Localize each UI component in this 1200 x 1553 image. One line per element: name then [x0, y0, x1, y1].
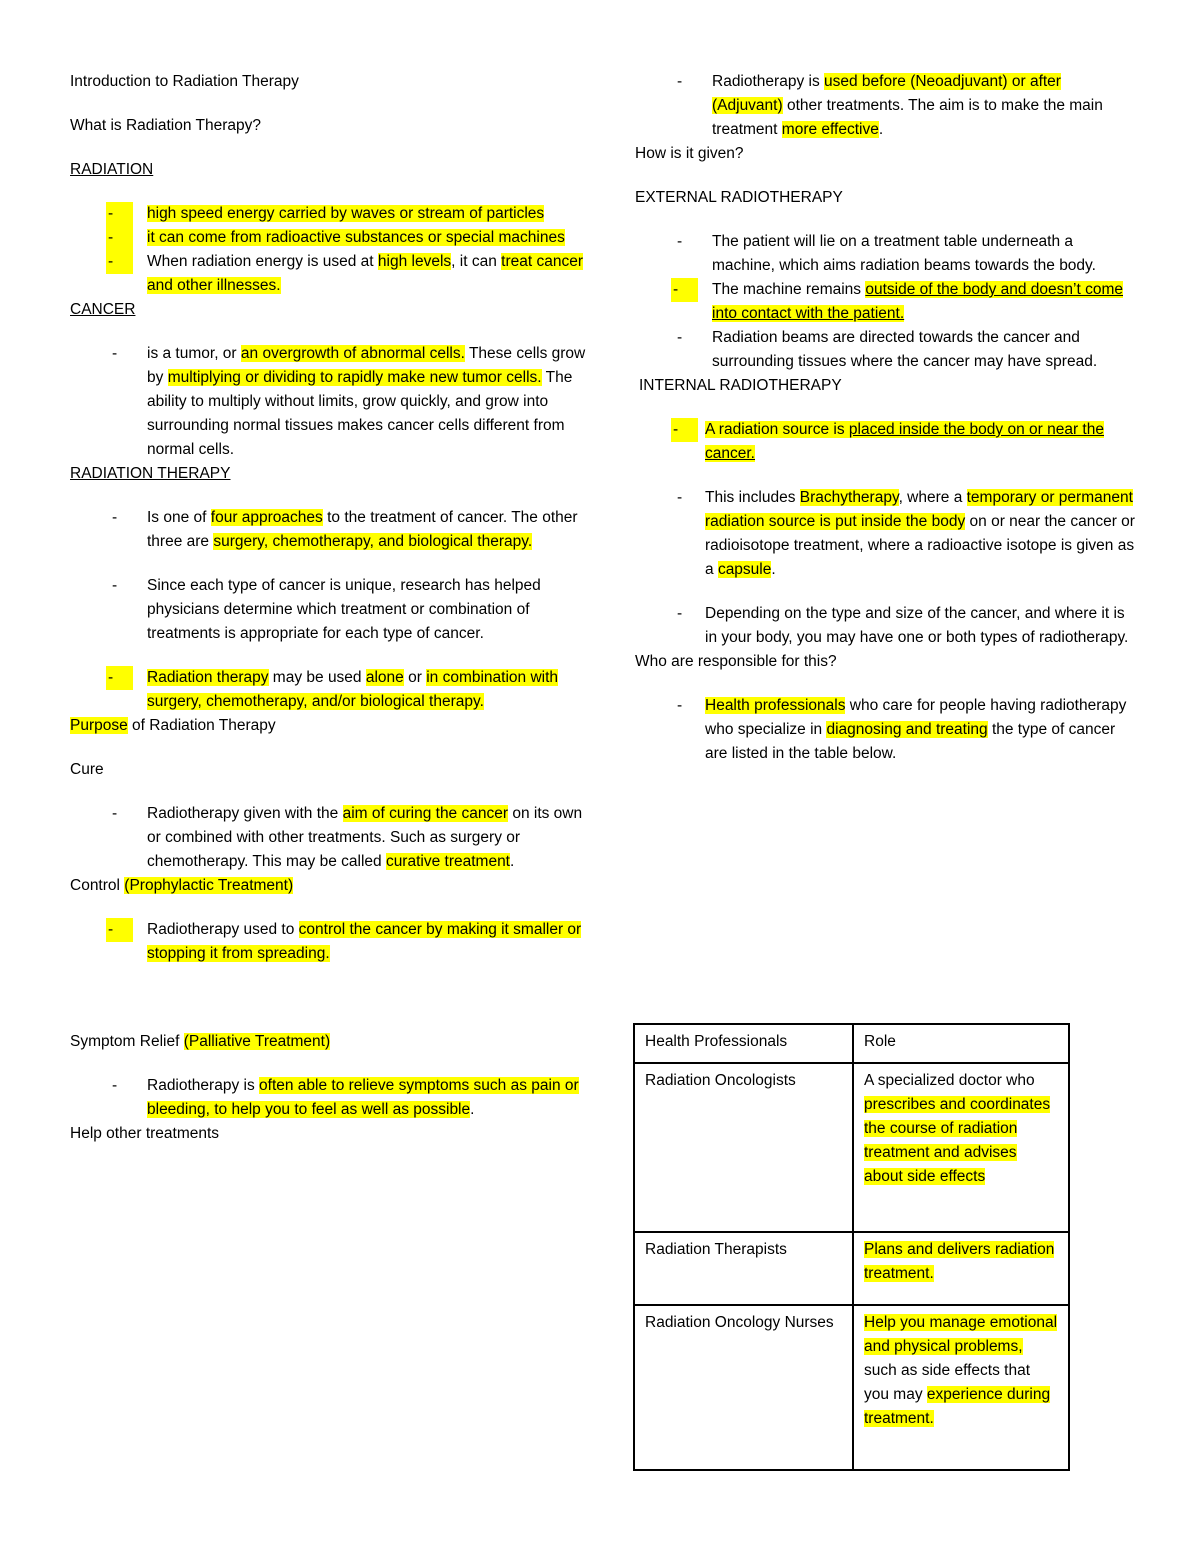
therapy-list: [70, 506, 590, 714]
internal-heading: INTERNAL RADIOTHERAPY: [639, 377, 842, 394]
list-item: - Radiotherapy used to control the cancer by making it smaller or stopping it from spreading.: [70, 918, 590, 966]
list-item: - it can come from radioactive substances or special machines: [70, 226, 590, 250]
list-item: - Is one of four approaches to the treatment of cancer. The other three are surgery, chemotherapy, and biological therapy.: [112, 509, 578, 550]
external-list: [635, 230, 1135, 374]
list-item: - Radiotherapy is often able to relieve symptoms such as pain or bleeding, to help you to feel as well as possible.: [112, 1077, 579, 1118]
cancer-list: [70, 342, 590, 462]
list-item: - Radiation beams are directed towards the cancer and surrounding tissues where the cancer may have spread.: [677, 329, 1098, 370]
relief-list: [70, 1074, 590, 1122]
responsible-list: [635, 694, 1135, 766]
radiation-heading: RADIATION: [70, 161, 154, 178]
table-header-cell: Health Professionals: [634, 1024, 853, 1063]
right-column: [635, 70, 1135, 766]
list-item: - The patient will lie on a treatment table underneath a machine, which aims radiation beams towards the body.: [677, 233, 1096, 274]
help-other-heading: Help other treatments: [70, 1125, 220, 1142]
list-item: - A radiation source is placed inside the body on or near the cancer.: [635, 418, 1135, 466]
list-item: - Radiotherapy given with the aim of curing the cancer on its own or combined with other treatments. Such as surgery or chemotherapy. This may be called curative treatment.: [112, 805, 583, 870]
table-cell: A specialized doctor who prescribes and coordinates the course of radiation treatment and advises about side effects: [853, 1063, 1069, 1232]
table-row: [634, 1063, 1069, 1232]
cure-heading: Cure: [70, 761, 104, 778]
document-title: Introduction to Radiation Therapy: [70, 73, 299, 90]
table-cell: Plans and delivers radiation treatment.: [853, 1232, 1069, 1305]
list-item: - Radiation therapy may be used alone or in combination with surgery, chemotherapy, and/or biological therapy.: [70, 666, 590, 714]
list-item: - Radiotherapy is used before (Neoadjuvant) or after (Adjuvant) other treatments. The aim is to make the main treatment more effective.: [677, 73, 1103, 138]
radiation-list: [70, 202, 590, 298]
table-cell: Help you manage emotional and physical problems, such as side effects that you may experience during treatment.: [853, 1305, 1069, 1470]
list-item: - Since each type of cancer is unique, research has helped physicians determine which treatment or combination of treatments is appropriate for each type of cancer.: [112, 577, 541, 642]
cure-list: [70, 802, 590, 874]
purpose-heading: Purpose of Radiation Therapy: [70, 717, 276, 734]
left-column: [70, 70, 590, 1146]
radiation-therapy-heading: RADIATION THERAPY: [70, 465, 231, 482]
how-given-heading: How is it given?: [635, 145, 744, 162]
external-heading: EXTERNAL RADIOTHERAPY: [635, 189, 843, 206]
internal-list: [635, 418, 1135, 650]
question-what-is: What is Radiation Therapy?: [70, 117, 261, 134]
list-item: - This includes Brachytherapy, where a temporary or permanent radiation source is put inside the body on or near the cancer or radioisotope treatment, where a radioactive isotope is given as a capsule.: [677, 489, 1135, 578]
table-row: [634, 1232, 1069, 1305]
table-header-cell: Role: [853, 1024, 1069, 1063]
table-row: [634, 1305, 1069, 1470]
help-other-list: [635, 70, 1135, 142]
list-item: - Depending on the type and size of the cancer, and where it is in your body, you may have one or both types of radiotherapy.: [677, 605, 1129, 646]
cancer-heading: CANCER: [70, 301, 136, 318]
relief-heading: Symptom Relief (Palliative Treatment): [70, 1033, 331, 1050]
health-professionals-table: [633, 1023, 1070, 1471]
table-cell: Radiation Therapists: [634, 1232, 853, 1305]
list-item: - is a tumor, or an overgrowth of abnormal cells. These cells grow by multiplying or dividing to rapidly make new tumor cells. The ability to multiply without limits, grow quickly, and grow into surrounding normal tissues makes cancer cells different from normal cells.: [112, 345, 586, 458]
list-item: - The machine remains outside of the body and doesn’t come into contact with the patient.: [635, 278, 1135, 326]
list-item: - Health professionals who care for people having radiotherapy who specialize in diagnosing and treating the type of cancer are listed in the table below.: [677, 697, 1127, 762]
list-item: - When radiation energy is used at high levels, it can treat cancer and other illnesses.: [70, 250, 590, 298]
responsible-heading: Who are responsible for this?: [635, 653, 837, 670]
table-cell: Radiation Oncologists: [634, 1063, 853, 1232]
list-item: - high speed energy carried by waves or stream of particles: [70, 202, 590, 226]
table-cell: Radiation Oncology Nurses: [634, 1305, 853, 1470]
control-heading: Control (Prophylactic Treatment): [70, 877, 294, 894]
control-list: [70, 918, 590, 966]
table-header-row: [634, 1024, 1069, 1063]
